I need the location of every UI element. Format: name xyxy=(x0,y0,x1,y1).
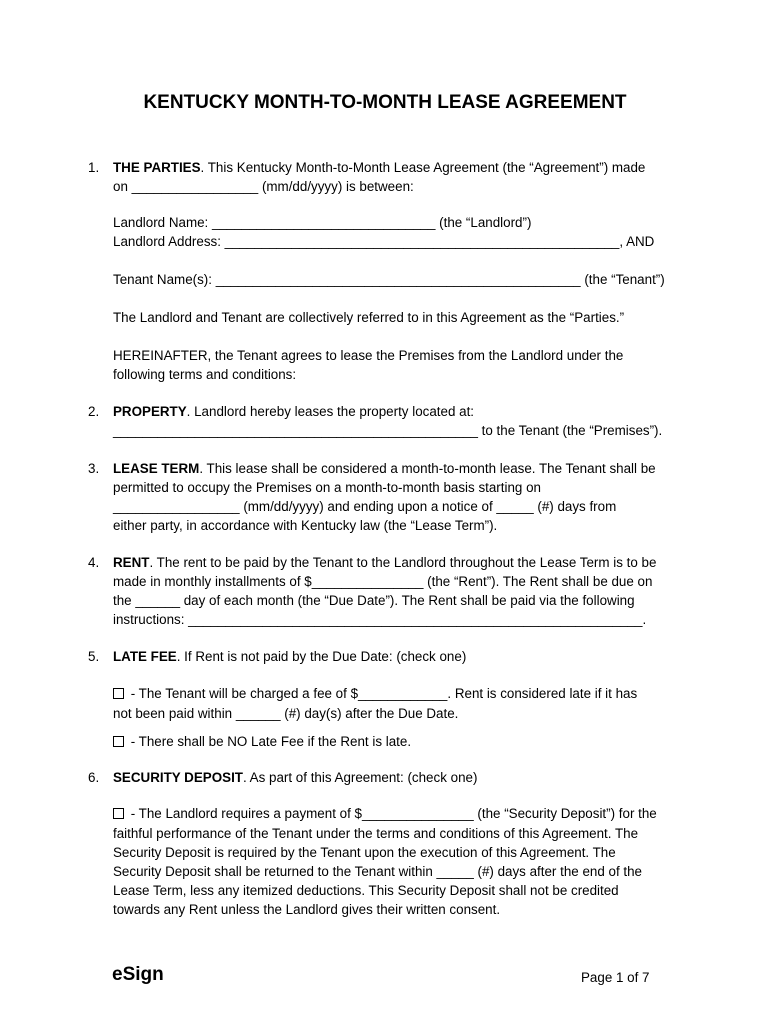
section-1-text: . This Kentucky Month-to-Month Lease Agreement (the “Agreement”) made xyxy=(200,160,646,175)
security-deposit-line-6: towards any Rent unless the Landlord gives their written consent. xyxy=(113,902,501,917)
security-deposit-line-5: Lease Term, less any itemized deductions. This Security Deposit shall not be credited xyxy=(113,883,619,898)
landlord-address-line: Landlord Address: _____________________________________________________, AND xyxy=(113,234,655,249)
security-deposit-line-2: faithful performance of the Tenant under the terms and conditions of this Agreement. The xyxy=(113,826,639,841)
section-4-line-1 xyxy=(113,555,656,570)
late-fee-option-1 xyxy=(113,686,637,701)
section-5-line-1 xyxy=(113,649,466,664)
section-2-heading: PROPERTY xyxy=(113,404,187,419)
late-fee-option-2-text: - There shall be NO Late Fee if the Rent is late. xyxy=(127,734,412,749)
late-fee-option-2 xyxy=(113,734,411,749)
esign-logo: eSign xyxy=(112,964,164,985)
section-3-line-3: _________________ (mm/dd/yyyy) and ending upon a notice of _____ (#) days from xyxy=(113,499,617,514)
section-5-number: 5. xyxy=(88,649,100,664)
security-deposit-checkbox-1[interactable] xyxy=(113,808,124,819)
section-5-text: . If Rent is not paid by the Due Date: (check one) xyxy=(176,649,467,664)
hereinafter-line-2: following terms and conditions: xyxy=(113,367,297,382)
parties-line: The Landlord and Tenant are collectively referred to in this Agreement as the “Parties.” xyxy=(113,310,625,325)
section-4-text: . The rent to be paid by the Tenant to the Landlord throughout the Lease Term is to be xyxy=(149,555,657,570)
section-6-heading: SECURITY DEPOSIT xyxy=(113,770,243,785)
security-deposit-line-3: Security Deposit is required by the Tenant upon the execution of this Agreement. The xyxy=(113,845,616,860)
section-3-number: 3. xyxy=(88,461,100,476)
section-4-line-2: made in monthly installments of $_______________ (the “Rent”). The Rent shall be due on xyxy=(113,574,653,589)
late-fee-checkbox-1[interactable] xyxy=(113,688,124,699)
late-fee-checkbox-2[interactable] xyxy=(113,736,124,747)
late-fee-option-1-text: - The Tenant will be charged a fee of $____________. Rent is considered late if it has xyxy=(127,686,638,701)
landlord-name-line: Landlord Name: ______________________________ (the “Landlord”) xyxy=(113,215,532,230)
section-1-heading: THE PARTIES xyxy=(113,160,201,175)
late-fee-option-1-line-2: not been paid within ______ (#) day(s) after the Due Date. xyxy=(113,706,459,721)
section-1-number: 1. xyxy=(88,160,100,175)
section-6-text: . As part of this Agreement: (check one) xyxy=(242,770,478,785)
section-3-line-1 xyxy=(113,461,656,476)
section-1-line-2: on _________________ (mm/dd/yyyy) is between: xyxy=(113,179,414,194)
section-2-number: 2. xyxy=(88,404,100,419)
section-3-text: . This lease shall be considered a month-to-month lease. The Tenant shall be xyxy=(199,461,656,476)
section-6-number: 6. xyxy=(88,770,100,785)
page-number: Page 1 of 7 xyxy=(581,970,650,985)
document-title: KENTUCKY MONTH-TO-MONTH LEASE AGREEMENT xyxy=(143,92,627,113)
section-3-line-2: permitted to occupy the Premises on a month-to-month basis starting on xyxy=(113,480,541,495)
section-4-heading: RENT xyxy=(113,555,150,570)
security-deposit-line-4: Security Deposit shall be returned to the Tenant within _____ (#) days after the end of the xyxy=(113,864,643,879)
section-4-line-3: the ______ day of each month (the “Due Date”). The Rent shall be paid via the following xyxy=(113,593,635,608)
section-2-text: . Landlord hereby leases the property located at: xyxy=(186,404,475,419)
section-3-line-4: either party, in accordance with Kentucky law (the “Lease Term”). xyxy=(113,518,498,533)
section-3-heading: LEASE TERM xyxy=(113,461,200,476)
hereinafter-line-1: HEREINAFTER, the Tenant agrees to lease the Premises from the Landlord under the xyxy=(113,348,624,363)
section-4-line-4: instructions: _____________________________________________________________. xyxy=(113,612,647,627)
section-2-line-1 xyxy=(113,404,474,419)
section-4-number: 4. xyxy=(88,555,100,570)
security-deposit-option-1 xyxy=(113,806,657,821)
section-2-line-2: _________________________________________________ to the Tenant (the “Premises”). xyxy=(113,423,663,438)
section-5-heading: LATE FEE xyxy=(113,649,177,664)
section-1-line-1 xyxy=(113,160,645,175)
security-deposit-option-1-text: - The Landlord requires a payment of $_______________ (the “Security Deposit”) for the xyxy=(127,806,657,821)
section-6-line-1 xyxy=(113,770,477,785)
tenant-names-line: Tenant Name(s): _________________________________________________ (the “Tenant”) xyxy=(113,272,665,287)
